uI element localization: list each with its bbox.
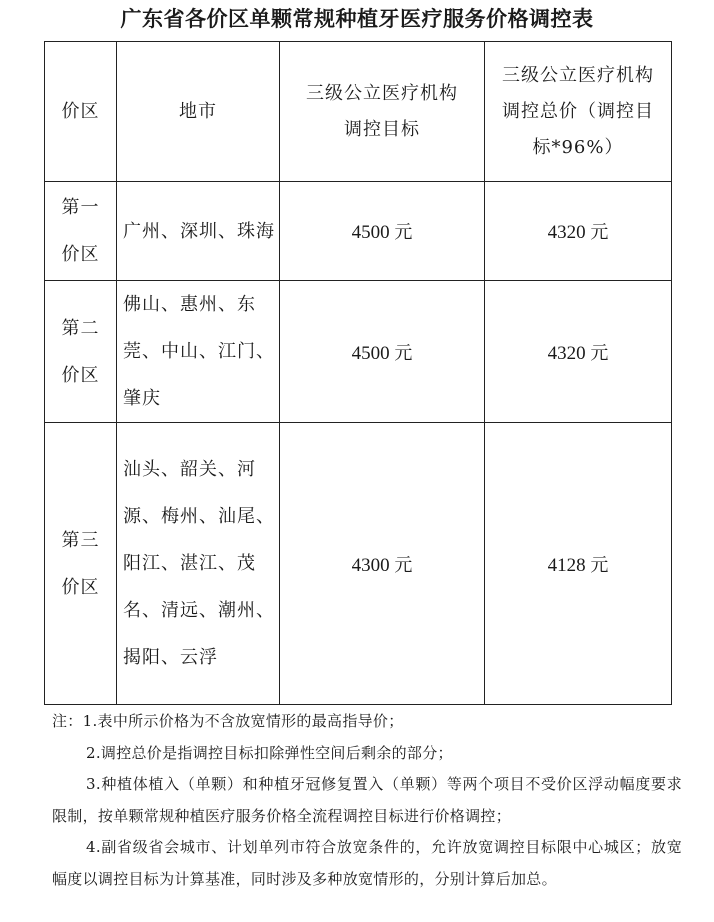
total-price-cell xyxy=(485,423,672,705)
price-table xyxy=(44,41,672,705)
table-row xyxy=(45,281,672,423)
price-unit: 元 xyxy=(590,222,609,243)
target-price-value: 4500 xyxy=(351,342,390,364)
target-price-value: 4500 xyxy=(351,222,390,243)
city-cell: 佛山、惠州、东莞、中山、江门、肇庆 xyxy=(117,281,280,423)
price-unit: 元 xyxy=(394,342,413,364)
note-text: 1.表中所示价格为不含放宽情形的最高指导价； xyxy=(82,712,404,730)
target-price-cell xyxy=(280,182,485,281)
region-cell: 第二价区 xyxy=(45,281,117,423)
price-unit: 元 xyxy=(590,342,609,364)
total-price-value: 4320 xyxy=(547,342,586,364)
table-row xyxy=(45,423,672,705)
header-region: 价区 xyxy=(45,42,117,182)
table-header-row xyxy=(45,42,672,182)
target-price-cell xyxy=(280,423,485,705)
region-cell: 第三价区 xyxy=(45,423,117,705)
city-cell: 广州、深圳、珠海 xyxy=(117,182,280,281)
note-item: 3.种植体植入（单颗）和种植牙冠修复置入（单颗）等两个项目不受价区浮动幅度要求限制，按单颗常规种植医疗服务价格全流程调控目标进行价格调控； xyxy=(52,775,682,825)
table-row xyxy=(45,182,672,281)
notes-prefix: 注： xyxy=(52,712,83,730)
price-unit: 元 xyxy=(394,222,413,243)
total-price-cell xyxy=(485,182,672,281)
note-item: 2.调控总价是指调控目标扣除弹性空间后剩余的部分； xyxy=(86,743,453,762)
target-price-cell xyxy=(280,281,485,423)
price-unit: 元 xyxy=(394,554,413,576)
header-total: 三级公立医疗机构调控总价（调控目标*96%） xyxy=(485,42,672,182)
total-price-cell xyxy=(485,281,672,423)
header-target: 三级公立医疗机构调控目标 xyxy=(280,42,485,182)
total-price-value: 4128 xyxy=(547,554,586,576)
page-title: 广东省各价区单颗常规种植牙医疗服务价格调控表 xyxy=(120,7,594,31)
target-price-value: 4300 xyxy=(351,554,390,576)
city-cell: 汕头、韶关、河源、梅州、汕尾、阳江、湛江、茂名、清远、潮州、揭阳、云浮 xyxy=(117,423,280,705)
notes xyxy=(52,706,682,895)
total-price-value: 4320 xyxy=(547,222,586,243)
note-item xyxy=(52,706,682,738)
price-unit: 元 xyxy=(590,554,609,576)
header-city: 地市 xyxy=(117,42,280,182)
region-cell: 第一价区 xyxy=(45,182,117,281)
note-item: 4.副省级省会城市、计划单列市符合放宽条件的，允许放宽调控目标限中心城区；放宽幅度以调控目标为计算基准，同时涉及多种放宽情形的，分别计算后加总。 xyxy=(52,838,682,888)
